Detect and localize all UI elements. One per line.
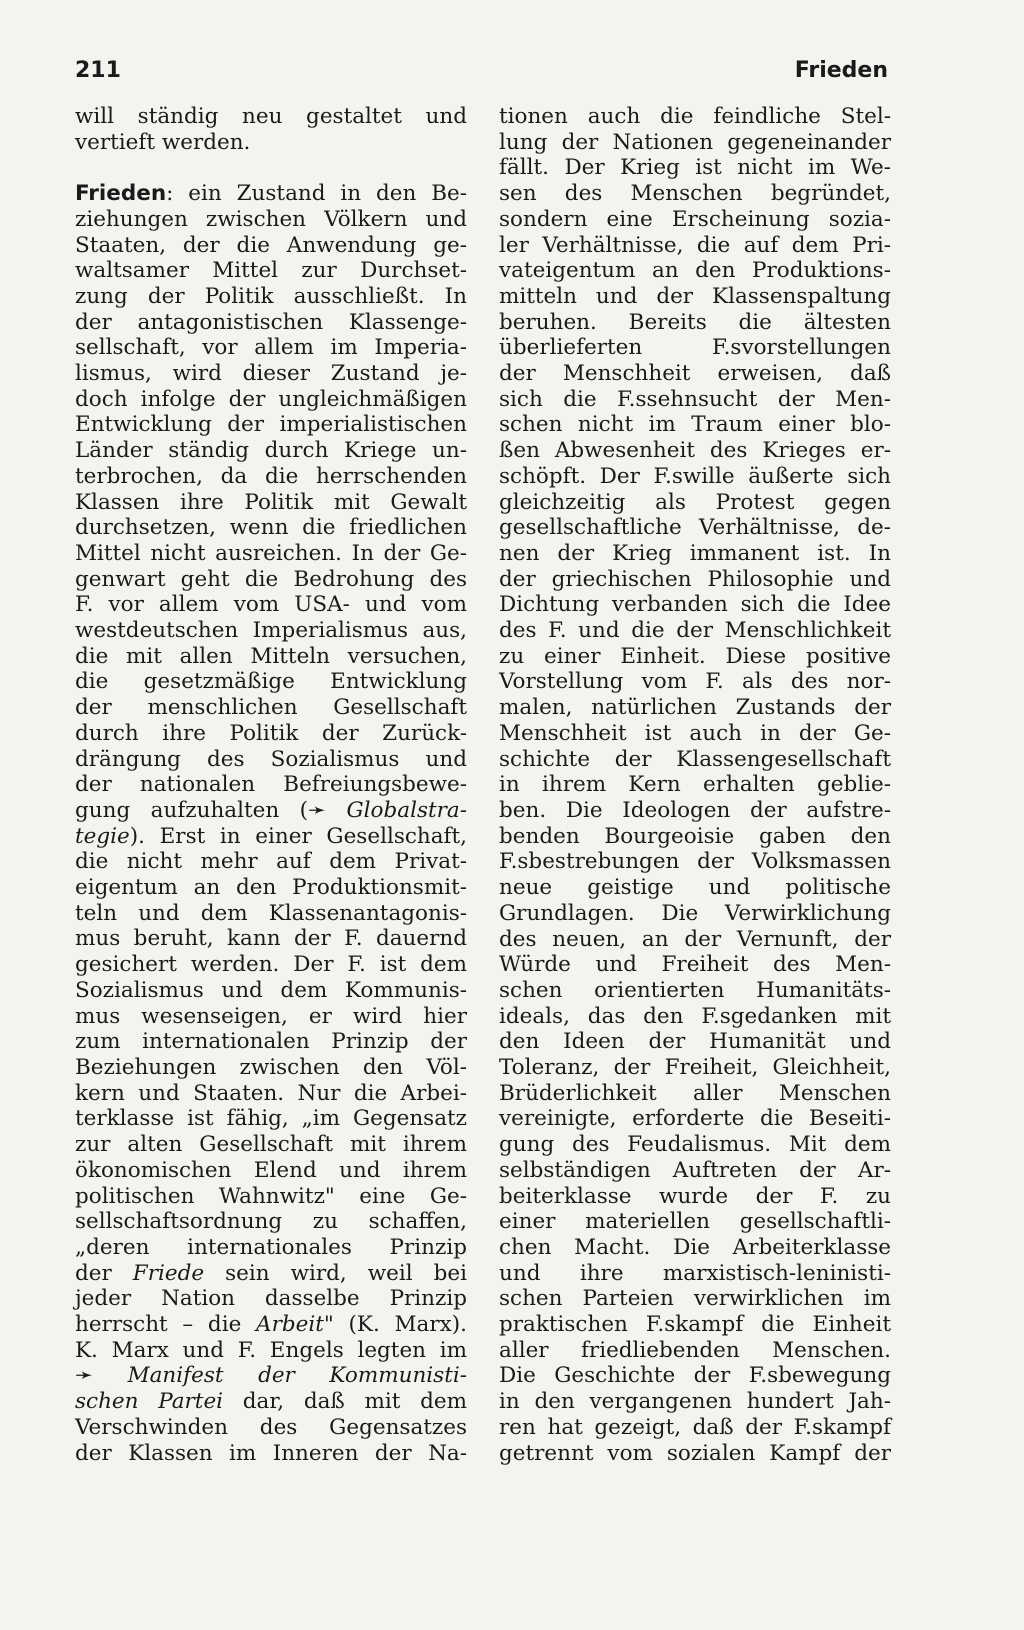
text-line: gesichert werden. Der F. ist dem bbox=[75, 952, 467, 978]
text-line: neue geistige und politische bbox=[499, 875, 891, 901]
text-line: doch infolge der ungleichmäßigen bbox=[75, 386, 467, 412]
text-line: beiterklasse wurde der F. zu bbox=[499, 1183, 891, 1209]
text-line: und ihre marxistisch-leninisti- bbox=[499, 1260, 891, 1286]
text-line: aller friedliebenden Menschen. bbox=[499, 1337, 891, 1363]
text-line: gleichzeitig als Protest gegen bbox=[499, 489, 891, 515]
text-line: ben. Die Ideologen der aufstre- bbox=[499, 797, 891, 823]
text-line: überlieferten F.svorstellungen bbox=[499, 335, 891, 361]
arrow-icon: ➛ bbox=[75, 1363, 94, 1389]
text-line: nen der Krieg immanent ist. In bbox=[499, 540, 891, 566]
text-line: Staaten, der die Anwendung ge- bbox=[75, 232, 467, 258]
text-line: praktischen F.skampf die Einheit bbox=[499, 1312, 891, 1338]
text-line: mus wesenseigen, er wird hier bbox=[75, 1003, 467, 1029]
text-line: fällt. Der Krieg ist nicht im We- bbox=[499, 155, 891, 181]
quoted-emphasis: Arbeit" bbox=[256, 1312, 334, 1338]
cross-reference: Manifest der Kommunisti- bbox=[93, 1363, 467, 1389]
text-line: lung der Nationen gegeneinander bbox=[499, 129, 891, 155]
text-line: der antagonistischen Klassenge- bbox=[75, 309, 467, 335]
text-line: mus beruht, kann der F. dauernd bbox=[75, 926, 467, 952]
text-line: sen des Menschen begründet, bbox=[499, 181, 891, 207]
text-line: einer materiellen gesellschaftli- bbox=[499, 1209, 891, 1235]
text-run: (K. Marx). bbox=[333, 1312, 467, 1338]
text-line: gesellschaftliche Verhältnisse, de- bbox=[499, 515, 891, 541]
text-line: „deren internationales Prinzip bbox=[75, 1234, 467, 1260]
text-line: Verschwinden des Gegensatzes bbox=[75, 1414, 467, 1440]
text-line: F.sbestrebungen der Volksmassen bbox=[499, 849, 891, 875]
text-line: durchsetzen, wenn die friedlichen bbox=[75, 515, 467, 541]
text-line: sellschaft, vor allem im Imperia- bbox=[75, 335, 467, 361]
text-line: der nationalen Befreiungsbewe- bbox=[75, 772, 467, 798]
text-line: genwart geht die Bedrohung des bbox=[75, 566, 467, 592]
text-run: : ein Zustand in den Be- bbox=[166, 181, 467, 207]
text-line: ökonomischen Elend und ihrem bbox=[75, 1157, 467, 1183]
text-line: Brüderlichkeit aller Menschen bbox=[499, 1080, 891, 1106]
text-line: malen, natürlichen Zustands der bbox=[499, 695, 891, 721]
text-run: ). Erst in einer Gesellschaft, bbox=[129, 823, 467, 849]
text-line: lismus, wird dieser Zustand je- bbox=[75, 361, 467, 387]
text-line: Die Geschichte der F.sbewegung bbox=[499, 1363, 891, 1389]
text-line: beruhen. Bereits die ältesten bbox=[499, 309, 891, 335]
text-line: ren hat gezeigt, daß der F.skampf bbox=[499, 1414, 891, 1440]
text-line: sellschaftsordnung zu schaffen, bbox=[75, 1209, 467, 1235]
text-line bbox=[75, 1312, 467, 1338]
text-line bbox=[75, 824, 467, 850]
text-line: terklasse ist fähig, „im Gegensatz bbox=[75, 1106, 467, 1132]
text-line bbox=[75, 1389, 467, 1415]
text-line: schen Parteien verwirklichen im bbox=[499, 1286, 891, 1312]
text-line: eigentum an den Produktionsmit- bbox=[75, 875, 467, 901]
text-line: will ständig neu gestaltet und bbox=[75, 104, 467, 129]
text-line: Würde und Freiheit des Men- bbox=[499, 952, 891, 978]
text-line: Menschheit ist auch in der Ge- bbox=[499, 720, 891, 746]
text-line: Entwicklung der imperialistischen bbox=[75, 412, 467, 438]
text-line: in ihrem Kern erhalten geblie- bbox=[499, 772, 891, 798]
text-line: Sozialismus und dem Kommunis- bbox=[75, 977, 467, 1003]
text-line: tionen auch die feindliche Stel- bbox=[499, 104, 891, 129]
right-column bbox=[499, 104, 891, 1466]
text-line: Beziehungen zwischen den Völ- bbox=[75, 1055, 467, 1080]
left-column bbox=[75, 104, 467, 1466]
text-line: schen orientierten Humanitäts- bbox=[499, 977, 891, 1003]
text-line: Grundlagen. Die Verwirklichung bbox=[499, 900, 891, 926]
cross-reference: tegie bbox=[75, 823, 130, 849]
text-line: getrennt vom sozialen Kampf der bbox=[499, 1440, 891, 1466]
text-line: terbrochen, da die herrschenden bbox=[75, 463, 467, 489]
text-line: die gesetzmäßige Entwicklung bbox=[75, 669, 467, 695]
text-line: schichte der Klassengesellschaft bbox=[499, 746, 891, 772]
entry-headword: Frieden bbox=[75, 181, 167, 207]
text-line: der Menschheit erweisen, daß bbox=[499, 361, 891, 387]
text-line: drängung des Sozialismus und bbox=[75, 746, 467, 772]
text-line: Klassen ihre Politik mit Gewalt bbox=[75, 489, 467, 515]
text-line: teln und dem Klassenantagonis- bbox=[75, 900, 467, 926]
text-line: benden Bourgeoisie gaben den bbox=[499, 823, 891, 849]
text-line: westdeutschen Imperialismus aus, bbox=[75, 618, 467, 644]
quoted-emphasis: Friede bbox=[132, 1260, 205, 1286]
text-line: ziehungen zwischen Völkern und bbox=[75, 206, 467, 232]
text-line: mitteln und der Klassenspaltung bbox=[499, 283, 891, 309]
text-line: die mit allen Mitteln versuchen, bbox=[75, 643, 467, 669]
text-run: gung aufzuhalten ( bbox=[75, 797, 309, 823]
text-line: selbständigen Auftreten der Ar- bbox=[499, 1157, 891, 1183]
text-line: die nicht mehr auf dem Privat- bbox=[75, 849, 467, 875]
arrow-icon: ➛ bbox=[308, 797, 327, 823]
text-line: der griechischen Philosophie und bbox=[499, 566, 891, 592]
text-line: zu einer Einheit. Diese positive bbox=[499, 643, 891, 669]
text-line: Vorstellung vom F. als des nor- bbox=[499, 669, 891, 695]
text-line: ler Verhältnisse, die auf dem Pri- bbox=[499, 232, 891, 258]
text-line: K. Marx und F. Engels legten im bbox=[75, 1337, 467, 1363]
text-line: zum internationalen Prinzip der bbox=[75, 1029, 467, 1055]
text-run: sein wird, weil bei bbox=[204, 1260, 467, 1286]
text-line: in den vergangenen hundert Jah- bbox=[499, 1389, 891, 1415]
text-line: Mittel nicht ausreichen. In der Ge- bbox=[75, 540, 467, 566]
text-line: vereinigte, erforderte die Beseiti- bbox=[499, 1106, 891, 1132]
text-line: ßen Abwesenheit des Krieges er- bbox=[499, 438, 891, 464]
text-run: der bbox=[75, 1260, 133, 1286]
text-line: den Ideen der Humanität und bbox=[499, 1029, 891, 1055]
text-line: durch ihre Politik der Zurück- bbox=[75, 720, 467, 746]
paragraph-gap bbox=[75, 155, 467, 181]
text-line: ideals, das den F.sgedanken mit bbox=[499, 1003, 891, 1029]
text-run: dar, daß mit dem bbox=[223, 1389, 467, 1415]
text-line: zur alten Gesellschaft mit ihrem bbox=[75, 1132, 467, 1158]
text-line: gung des Feudalismus. Mit dem bbox=[499, 1132, 891, 1158]
text-line: sich die F.ssehnsucht der Men- bbox=[499, 386, 891, 412]
text-run: herrscht – die bbox=[75, 1312, 257, 1338]
page-number: 211 bbox=[75, 58, 121, 83]
text-line: Länder ständig durch Kriege un- bbox=[75, 438, 467, 464]
text-line: F. vor allem vom USA- und vom bbox=[75, 592, 467, 618]
text-line: der menschlichen Gesellschaft bbox=[75, 695, 467, 721]
text-line: kern und Staaten. Nur die Arbei- bbox=[75, 1080, 467, 1106]
text-line: politischen Wahnwitz" eine Ge- bbox=[75, 1183, 467, 1209]
text-line: des F. und die der Menschlichkeit bbox=[499, 618, 891, 644]
text-line: Toleranz, der Freiheit, Gleichheit, bbox=[499, 1055, 891, 1081]
text-line: Dichtung verbanden sich die Idee bbox=[499, 592, 891, 618]
running-head: Frieden bbox=[794, 58, 888, 83]
cross-reference: Globalstra- bbox=[326, 797, 467, 823]
text-line: des neuen, an der Vernunft, der bbox=[499, 926, 891, 952]
text-line: schöpft. Der F.swille äußerte sich bbox=[499, 463, 891, 489]
text-line: vateigentum an den Produktions- bbox=[499, 258, 891, 284]
text-line: schen nicht im Traum einer blo- bbox=[499, 412, 891, 438]
text-line: waltsamer Mittel zur Durchset- bbox=[75, 258, 467, 284]
text-line bbox=[75, 798, 467, 824]
text-line: jeder Nation dasselbe Prinzip bbox=[75, 1286, 467, 1312]
text-line: chen Macht. Die Arbeiterklasse bbox=[499, 1234, 891, 1260]
text-line: sondern eine Erscheinung sozia- bbox=[499, 206, 891, 232]
text-line: der Klassen im Inneren der Na- bbox=[75, 1440, 467, 1466]
text-line: vertieft werden. bbox=[75, 129, 251, 155]
cross-reference: schen Partei bbox=[75, 1389, 224, 1415]
text-line bbox=[75, 1261, 467, 1287]
entry-first-line bbox=[75, 181, 467, 207]
text-line: zung der Politik ausschließt. In bbox=[75, 283, 467, 309]
text-line bbox=[75, 1363, 467, 1389]
